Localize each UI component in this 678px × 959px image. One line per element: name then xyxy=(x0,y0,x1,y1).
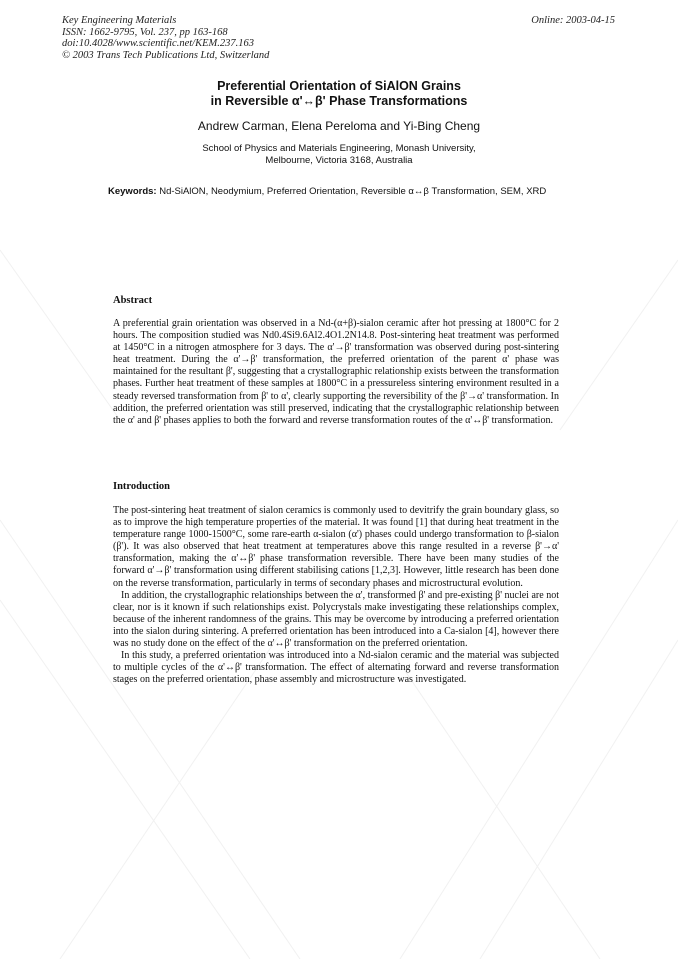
paper-title xyxy=(0,79,678,109)
keywords xyxy=(108,186,560,198)
keywords-label: Keywords: xyxy=(108,186,157,197)
introduction-paragraph-1: The post-sintering heat treatment of sialon ceramics is commonly used to devitrify the grain boundary glass, so as to improve the high temperature properties of the material. It was found [1] that during heat treatment in the temperature range 1000-1500°C, some rare-earth α-sialon (α') phases could undergo transformation to β-sialon (β'). It was also observed that heat treatment at temperatures above this range resulted in a reverse β'→α' transformation, making the α'↔β' phase transformation reversible. There have been many studies of the forward α'→β' transformation using different stabilising cations [1,2,3]. However, little research has been done on the reverse transformation, particularly in terms of secondary phases and microstructural evolution. xyxy=(113,505,559,589)
authors: Andrew Carman, Elena Pereloma and Yi-Bing Cheng xyxy=(197,119,481,133)
abstract-body xyxy=(113,318,559,427)
title-line-2: in Reversible α'↔β' Phase Transformations xyxy=(210,94,468,108)
journal-citation xyxy=(62,15,269,61)
introduction-paragraph-3: In this study, a preferred orientation was introduced into a Nd-sialon ceramic and the material was subjected to multiple cycles of the α'↔β' transformation. The effect of alternating forward and reverse transformation stages on the preferred orientation, phase assembly and microstructure was investigated. xyxy=(113,650,559,686)
affiliation xyxy=(0,143,678,166)
issn-line: ISSN: 1662-9795, Vol. 237, pp 163-168 xyxy=(62,26,228,38)
abstract-paragraph: A preferential grain orientation was observed in a Nd-(α+β)-sialon ceramic after hot pressing at 1800°C for 2 hours. The composition studied was Nd0.4Si9.6Al2.4O1.2N14.8. Post-sintering heat treatment was performed at 1450°C in a nitrogen atmosphere for 3 days. The α'→β' transformation was observed during post-sintering heat treatment. During the α'→β' transformation, the preferred orientation of the parent α' phase was maintained for the resultant β', suggesting that a crystallographic relationship exists between the transformation phases. Further heat treatment of these samples at 1800°C in a pressureless sintering environment resulted in a steady reversed transformation from β' to α', clearly supporting the reversibility of the β'→α' transformation. In addition, the preferred orientation was still preserved, indicating that the crystallographic relationship between the α' and β' phases applies to both the forward and reverse transformation routes of the α'↔β' transformation. xyxy=(113,318,559,426)
introduction-paragraph-2: In addition, the crystallographic relationships between the α', transformed β' and pre-existing β' nuclei are not clear, nor is it known if such relationships exist. Polycrystals make investigating these relationships complex, because of the inherent randomness of the grains. This may be overcome by introducing a preferred orientation into the sialon during sintering. A preferred orientation has been introduced into a Ca-sialon [4], however there was no study done on the effect of the α'↔β' transformation on the preferred orientation. xyxy=(113,589,559,650)
title-line-1: Preferential Orientation of SiAlON Grains xyxy=(217,79,461,93)
affiliation-line-1: School of Physics and Materials Engineering, Monash University, xyxy=(202,143,476,154)
introduction-heading: Introduction xyxy=(113,481,170,492)
doi-line: doi:10.4028/www.scientific.net/KEM.237.163 xyxy=(62,38,254,49)
abstract-heading: Abstract xyxy=(113,295,153,306)
keywords-text: Nd-SiAlON, Neodymium, Preferred Orientation, Reversible α↔β Transformation, SEM, XRD xyxy=(159,186,547,197)
online-date: Online: 2003-04-15 xyxy=(531,15,615,26)
copyright-line: © 2003 Trans Tech Publications Ltd, Switzerland xyxy=(62,49,270,61)
journal-name: Key Engineering Materials xyxy=(62,15,177,26)
affiliation-line-2: Melbourne, Victoria 3168, Australia xyxy=(265,154,413,166)
introduction-body xyxy=(113,505,559,686)
